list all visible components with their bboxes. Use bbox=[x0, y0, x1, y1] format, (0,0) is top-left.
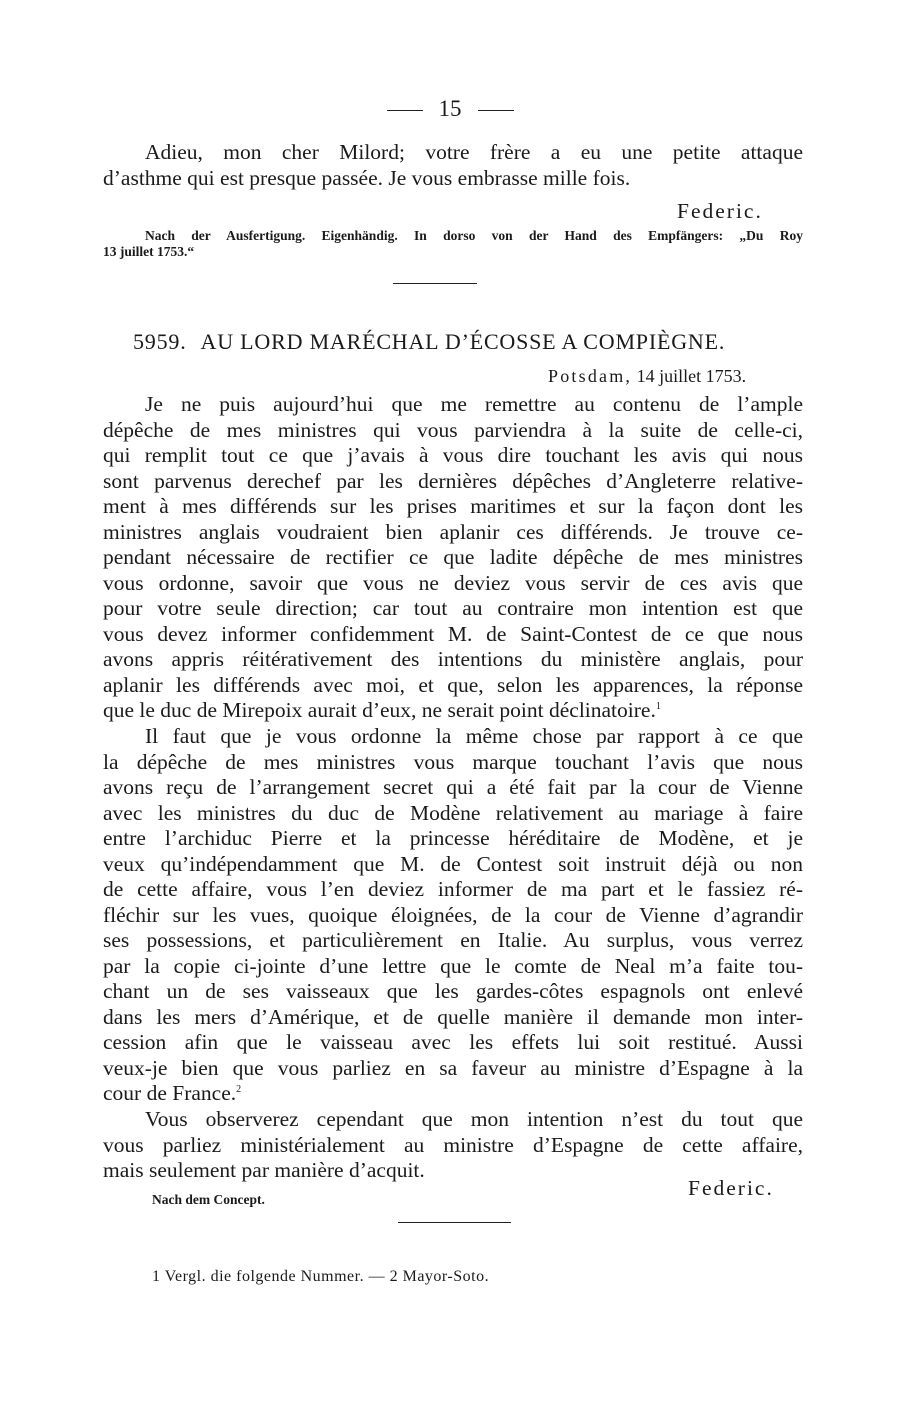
body-line-text: que le duc de Mirepoix aurait d’eux, ne serait point déclinatoire. bbox=[103, 698, 656, 722]
body-line bbox=[103, 1081, 803, 1107]
footnote-reference: 1 bbox=[655, 700, 661, 712]
page-number: 15 bbox=[438, 96, 462, 121]
closing-line: Adieu, mon cher Milord; votre frère a eu une petite attaque bbox=[145, 140, 803, 164]
body-line: pour votre seule direction; car tout au contraire mon intention est que bbox=[103, 596, 803, 620]
body-line: aplanir les différends avec moi, et que, selon les apparences, la réponse bbox=[103, 673, 803, 697]
body-line: avec les ministres du duc de Modène relativement au mariage à faire bbox=[103, 801, 803, 825]
body-line: qui remplit tout ce que j’avais à vous dire touchant les avis qui nous bbox=[103, 443, 803, 467]
body-line: sont parvenus derechef par les dernières dépêches d’Angleterre relative- bbox=[103, 469, 803, 493]
body-line: Il faut que je vous ordonne la même chose par rapport à ce que bbox=[145, 724, 803, 748]
header-rule-left bbox=[387, 110, 423, 111]
body-line: avons appris réitérativement des intentions du ministère anglais, pour bbox=[103, 647, 803, 671]
body-line: chant un de ses vaisseaux que les gardes-côtes espagnols ont enlevé bbox=[103, 979, 803, 1003]
letter-heading bbox=[133, 329, 725, 355]
dateline-place: Potsdam, bbox=[548, 366, 633, 386]
body-line: de cette affaire, vous l’en deviez informer de ma part et le fassiez ré- bbox=[103, 877, 803, 901]
dateline bbox=[548, 366, 746, 387]
letter-number: 5959. bbox=[133, 329, 187, 354]
body-line: par la copie ci-jointe d’une lettre que le comte de Neal m’a faite tou- bbox=[103, 954, 803, 978]
source-note-line: Nach der Ausfertigung. Eigenhändig. In dorso von der Hand des Empfängers: „Du Roy bbox=[145, 228, 803, 243]
section-divider bbox=[393, 283, 477, 284]
body-line: fléchir sur les vues, quoique éloignées, de la cour de Vienne d’agrandir bbox=[103, 903, 803, 927]
dateline-date: 14 juillet 1753. bbox=[636, 366, 747, 386]
body-line: ment à mes différends sur les prises maritimes et sur la façon dont les bbox=[103, 494, 803, 518]
signature-1: Federic. bbox=[677, 199, 763, 223]
closing-line: d’asthme qui est presque passée. Je vous embrasse mille fois. bbox=[103, 166, 631, 190]
body-line: vous parliez ministérialement au ministre d’Espagne de cette affaire, bbox=[103, 1133, 803, 1157]
body-line-text: cour de France. bbox=[103, 1081, 237, 1105]
body-line: veux qu’indépendamment que M. de Contest soit instruit déjà ou non bbox=[103, 852, 803, 876]
body-line: veux-je bien que vous parliez en sa faveur au ministre d’Espagne à la bbox=[103, 1056, 803, 1080]
body-line: entre l’archiduc Pierre et la princesse héréditaire de Modène, et je bbox=[103, 826, 803, 850]
letter-title: AU LORD MARÉCHAL D’ÉCOSSE A COMPIÈGNE. bbox=[200, 329, 726, 354]
footnote-reference: 2 bbox=[236, 1083, 242, 1095]
body-line: la dépêche de mes ministres vous marque touchant l’avis que nous bbox=[103, 750, 803, 774]
body-line: mais seulement par manière d’acquit. bbox=[103, 1158, 425, 1182]
footnotes: 1 Vergl. die folgende Nummer. — 2 Mayor-Soto. bbox=[152, 1268, 490, 1285]
body-line: cession afin que le vaisseau avec les effets lui soit restitué. Aussi bbox=[103, 1030, 803, 1054]
header-rule-right bbox=[478, 110, 514, 111]
body-line: vous devez informer confidemment M. de Saint-Contest de ce que nous bbox=[103, 622, 803, 646]
body-line: vous ordonne, savoir que vous ne deviez vous servir de ces avis que bbox=[103, 571, 803, 595]
signature-2: Federic. bbox=[688, 1176, 774, 1200]
body-line: ministres anglais voudraient bien aplanir ces différends. Je trouve ce- bbox=[103, 520, 803, 544]
body-line: Je ne puis aujourd’hui que me remettre au contenu de l’ample bbox=[145, 392, 803, 416]
body-line: pendant nécessaire de rectifier ce que ladite dépêche de mes ministres bbox=[103, 545, 803, 569]
footnote-divider bbox=[398, 1222, 511, 1223]
body-line: dépêche de mes ministres qui vous parviendra à la suite de celle-ci, bbox=[103, 418, 803, 442]
body-line bbox=[103, 698, 803, 724]
body-line: ses possessions, et particulièrement en Italie. Au surplus, vous verrez bbox=[103, 928, 803, 952]
page-number-header bbox=[0, 96, 900, 122]
source-note-line: 13 juillet 1753.“ bbox=[103, 244, 195, 259]
source-note-2: Nach dem Concept. bbox=[152, 1192, 265, 1207]
body-line: dans les mers d’Amérique, et de quelle manière il demande mon inter- bbox=[103, 1005, 803, 1029]
body-line: avons reçu de l’arrangement secret qui a été fait par la cour de Vienne bbox=[103, 775, 803, 799]
body-line: Vous observerez cependant que mon intention n’est du tout que bbox=[145, 1107, 803, 1131]
